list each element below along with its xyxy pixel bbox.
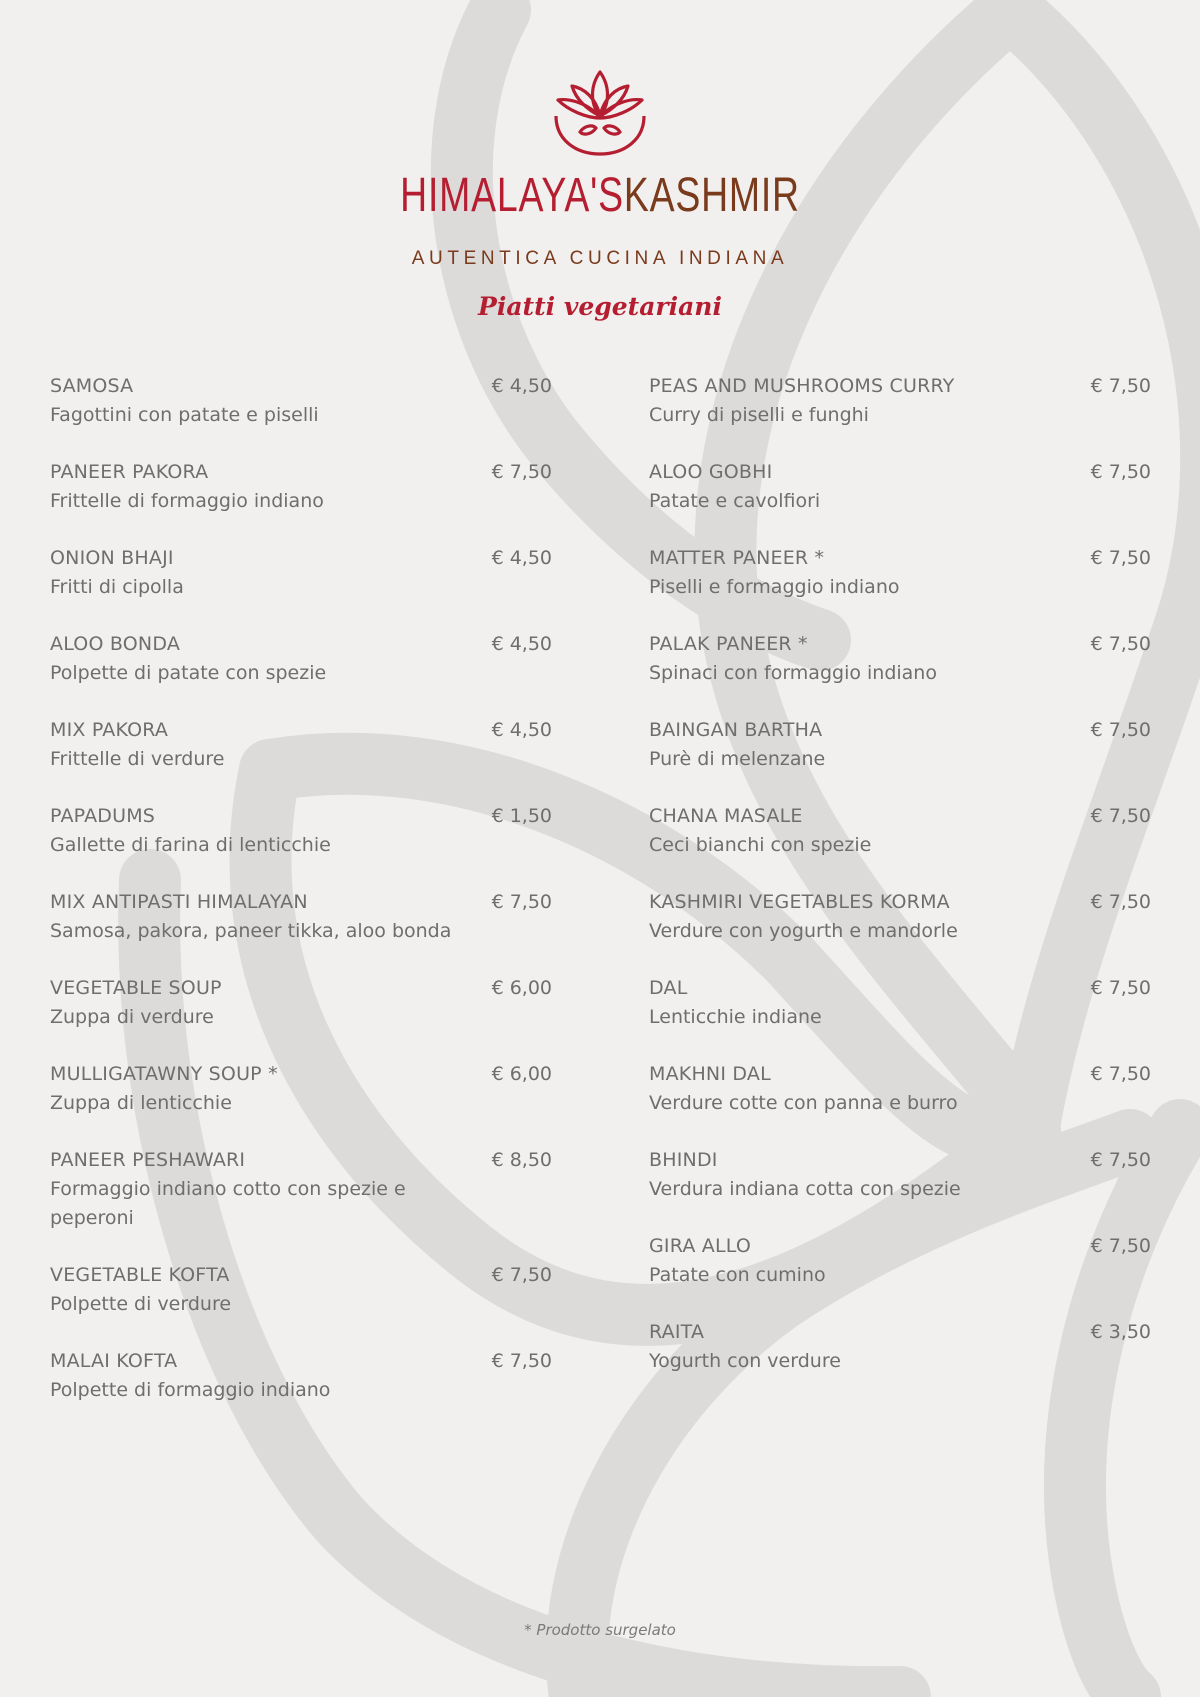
restaurant-name: [132, 168, 1068, 224]
item-price: € 7,50: [491, 1264, 552, 1286]
item-price: € 1,50: [491, 805, 552, 827]
item-description: Verdure cotte con panna e burro: [649, 1092, 958, 1114]
menu-item: [649, 716, 1151, 774]
item-price: € 7,50: [491, 461, 552, 483]
item-name: PANEER PAKORA: [50, 461, 209, 483]
restaurant-name-part1: HIMALAYA'S: [400, 169, 624, 222]
item-description: Patate con cumino: [649, 1264, 826, 1286]
item-price: € 6,00: [491, 977, 552, 999]
menu-item: [50, 458, 552, 516]
item-name: MULLIGATAWNY SOUP *: [50, 1063, 278, 1085]
menu-column-right: [649, 372, 1151, 1404]
item-name: DAL: [649, 977, 688, 999]
item-name: PANEER PESHAWARI: [50, 1149, 246, 1171]
item-name: PEAS AND MUSHROOMS CURRY: [649, 375, 955, 397]
menu-item: [50, 888, 552, 946]
item-description: Purè di melenzane: [649, 748, 826, 770]
item-description: Spinaci con formaggio indiano: [649, 662, 937, 684]
item-description: Fagottini con patate e piselli: [50, 404, 319, 426]
item-price: € 7,50: [1090, 805, 1151, 827]
item-name: PAPADUMS: [50, 805, 156, 827]
section-title: Piatti vegetariani: [478, 292, 722, 321]
item-price: € 7,50: [1090, 633, 1151, 655]
item-price: € 7,50: [1090, 1235, 1151, 1257]
item-price: € 7,50: [1090, 375, 1151, 397]
item-name: VEGETABLE KOFTA: [50, 1264, 230, 1286]
item-price: € 7,50: [491, 891, 552, 913]
item-description: Polpette di patate con spezie: [50, 662, 327, 684]
item-description: Polpette di verdure: [50, 1293, 232, 1315]
menu-item: [649, 974, 1151, 1032]
menu-item: [50, 1347, 552, 1405]
item-price: € 8,50: [491, 1149, 552, 1171]
item-name: KASHMIRI VEGETABLES KORMA: [649, 891, 950, 913]
menu-item: [50, 1261, 552, 1319]
item-name: MAKHNI DAL: [649, 1063, 771, 1085]
menu-item: [50, 1146, 552, 1233]
item-price: € 4,50: [491, 375, 552, 397]
menu-header: [0, 0, 1200, 340]
item-description: Patate e cavolfiori: [649, 490, 821, 512]
item-name: PALAK PANEER *: [649, 633, 808, 655]
item-price: € 6,00: [491, 1063, 552, 1085]
item-price: € 4,50: [491, 719, 552, 741]
menu-column-left: [50, 372, 552, 1433]
item-name: ALOO GOBHI: [649, 461, 773, 483]
menu-item: [50, 974, 552, 1032]
item-name: RAITA: [649, 1321, 705, 1343]
item-description: Samosa, pakora, paneer tikka, aloo bonda: [50, 920, 452, 942]
item-name: ONION BHAJI: [50, 547, 174, 569]
item-price: € 7,50: [1090, 719, 1151, 741]
item-price: € 7,50: [1090, 547, 1151, 569]
item-name: MIX ANTIPASTI HIMALAYAN: [50, 891, 308, 913]
item-description: Polpette di formaggio indiano: [50, 1379, 331, 1401]
item-description: Yogurth con verdure: [649, 1350, 841, 1372]
item-name: VEGETABLE SOUP: [50, 977, 222, 999]
item-description: Piselli e formaggio indiano: [649, 576, 900, 598]
item-name: SAMOSA: [50, 375, 134, 397]
item-name: BAINGAN BARTHA: [649, 719, 823, 741]
tagline: AUTENTICA CUCINA INDIANA: [411, 248, 789, 269]
menu-item: [50, 716, 552, 774]
restaurant-name-part2: KASHMIR: [623, 169, 800, 222]
item-name: GIRA ALLO: [649, 1235, 752, 1257]
menu-item: [50, 802, 552, 860]
menu-item: [649, 1232, 1151, 1290]
menu-item: [649, 1060, 1151, 1118]
item-description: Verdura indiana cotta con spezie: [649, 1178, 961, 1200]
menu-item: [649, 458, 1151, 516]
menu-item: [50, 1060, 552, 1118]
item-description: Frittelle di formaggio indiano: [50, 490, 324, 512]
item-description: Fritti di cipolla: [50, 576, 184, 598]
menu-item: [649, 1318, 1151, 1376]
item-name: MIX PAKORA: [50, 719, 169, 741]
menu-item: [649, 372, 1151, 430]
menu-item: [649, 630, 1151, 688]
item-description: Ceci bianchi con spezie: [649, 834, 872, 856]
item-description: Zuppa di lenticchie: [50, 1092, 232, 1114]
item-price: € 4,50: [491, 633, 552, 655]
item-name: MATTER PANEER *: [649, 547, 825, 569]
menu-item: [50, 544, 552, 602]
item-price: € 4,50: [491, 547, 552, 569]
item-price: € 7,50: [1090, 977, 1151, 999]
item-description: Gallette di farina di lenticchie: [50, 834, 331, 856]
item-name: MALAI KOFTA: [50, 1350, 178, 1372]
item-price: € 3,50: [1090, 1321, 1151, 1343]
item-name: BHINDI: [649, 1149, 718, 1171]
footnote: * Prodotto surgelato: [524, 1621, 676, 1639]
menu-item: [50, 372, 552, 430]
menu-item: [649, 1146, 1151, 1204]
lotus-icon: [550, 68, 650, 156]
item-price: € 7,50: [491, 1350, 552, 1372]
menu-item: [50, 630, 552, 688]
item-name: ALOO BONDA: [50, 633, 181, 655]
item-price: € 7,50: [1090, 891, 1151, 913]
item-description: Zuppa di verdure: [50, 1006, 214, 1028]
item-description: Curry di piselli e funghi: [649, 404, 869, 426]
item-description: Lenticchie indiane: [649, 1006, 822, 1028]
menu-item: [649, 802, 1151, 860]
item-name: CHANA MASALE: [649, 805, 803, 827]
menu-item: [649, 544, 1151, 602]
menu-item: [649, 888, 1151, 946]
item-description: Formaggio indiano cotto con spezie e peperoni: [50, 1178, 406, 1229]
item-price: € 7,50: [1090, 1149, 1151, 1171]
item-description: Verdure con yogurth e mandorle: [649, 920, 958, 942]
item-price: € 7,50: [1090, 1063, 1151, 1085]
item-price: € 7,50: [1090, 461, 1151, 483]
item-description: Frittelle di verdure: [50, 748, 225, 770]
